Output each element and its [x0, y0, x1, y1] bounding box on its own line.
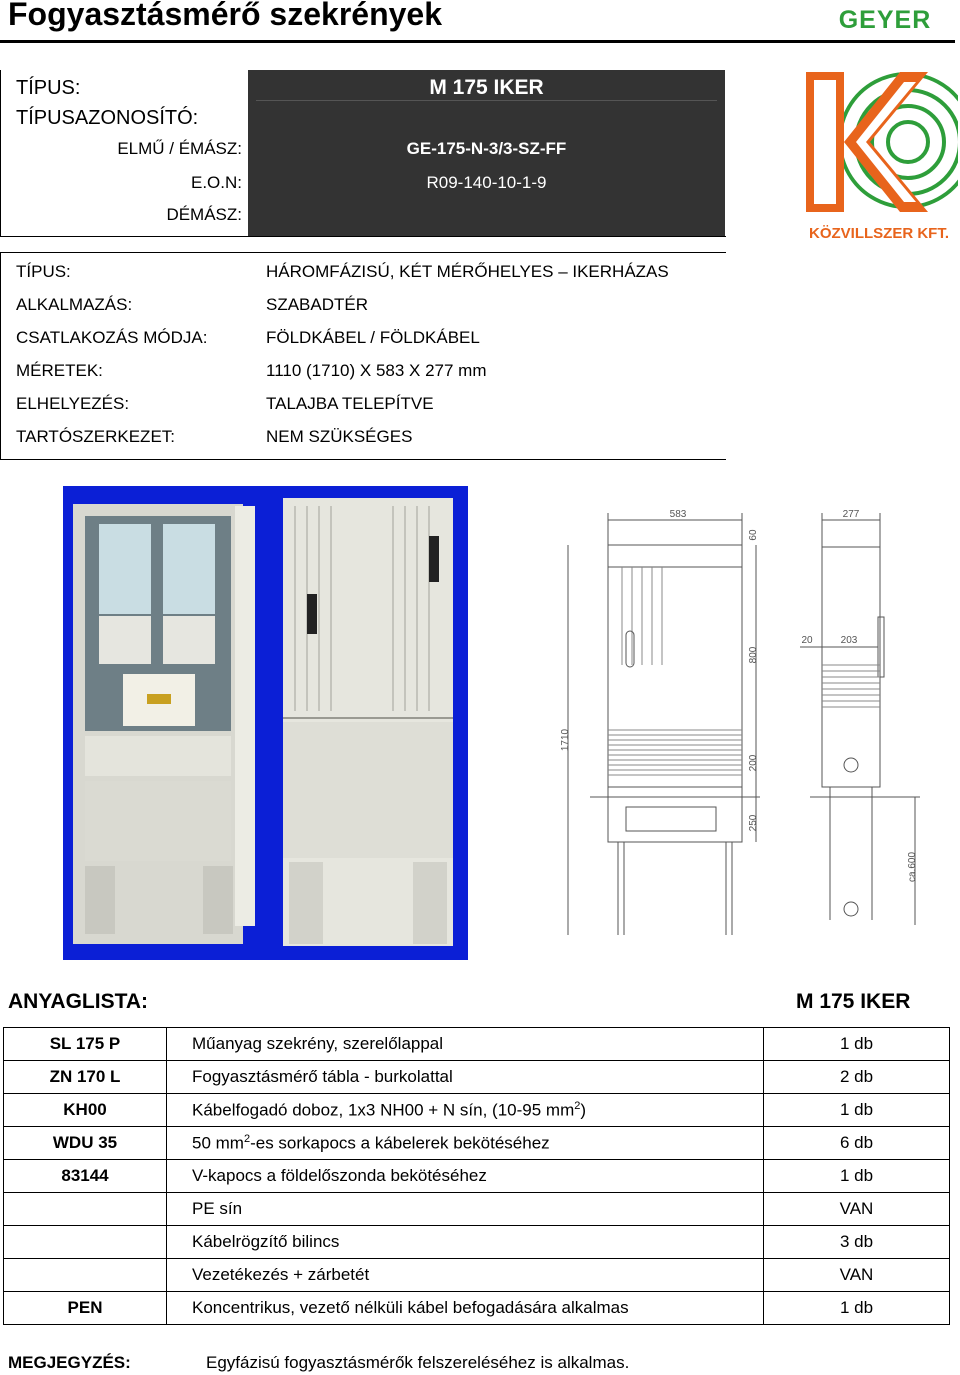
superscript: 2	[574, 1099, 581, 1112]
dim-width: 583	[669, 509, 687, 520]
table-row	[4, 1028, 950, 1061]
description-text: Kábelfogadó doboz, 1x3 NH00 + N sín, (10-95 mm	[192, 1100, 575, 1120]
description-tail: )	[580, 1100, 587, 1120]
item-description: Kábelrögzítő bilincs	[167, 1226, 764, 1259]
property-value: HÁROMFÁZISÚ, KÉT MÉRŐHELYES – IKERHÁZAS	[266, 262, 669, 281]
divider	[256, 100, 717, 101]
geyer-logo	[823, 6, 948, 32]
materials-model: M 175 IKER	[796, 990, 911, 1013]
cabinet-photo	[63, 486, 468, 960]
property-label: ALKALMAZÁS:	[16, 295, 133, 314]
item-description	[167, 1094, 764, 1127]
dim-lower: 200	[748, 754, 759, 772]
table-row	[4, 1061, 950, 1094]
note-label: MEGJEGYZÉS:	[8, 1353, 131, 1372]
table-row	[4, 1193, 950, 1226]
type-label: TÍPUS:	[16, 77, 81, 99]
elmu-label: ELMŰ / ÉMÁSZ:	[117, 139, 242, 158]
description-tail: -es sorkapocs a kábelerek bekötéséhez	[250, 1133, 550, 1153]
company-name: KÖZVILLSZER KFT.	[809, 225, 949, 242]
property-value: 1110 (1710) X 583 X 277 mm	[266, 361, 487, 380]
item-quantity: 1 db	[764, 1160, 950, 1193]
dim-base: 250	[748, 814, 759, 832]
dim-offset: 20	[801, 635, 813, 646]
dim-depth: 277	[842, 509, 860, 520]
item-code: WDU 35	[4, 1127, 167, 1160]
kozvillszer-logo	[800, 66, 958, 244]
item-quantity: 2 db	[764, 1061, 950, 1094]
item-quantity: VAN	[764, 1193, 950, 1226]
superscript: 2	[243, 1132, 251, 1145]
item-description: Fogyasztásmérő tábla - burkolattal	[167, 1061, 764, 1094]
property-value: FÖLDKÁBEL / FÖLDKÁBEL	[266, 328, 480, 347]
property-label: CSATLAKOZÁS MÓDJA:	[16, 328, 208, 347]
item-code: PEN	[4, 1292, 167, 1325]
table-row	[4, 1127, 950, 1160]
item-code: ZN 170 L	[4, 1061, 167, 1094]
item-description: Műanyag szekrény, szerelőlappal	[167, 1028, 764, 1061]
item-quantity: 1 db	[764, 1028, 950, 1061]
item-code: SL 175 P	[4, 1028, 167, 1061]
dim-upper: 800	[748, 646, 759, 664]
property-label: TÍPUS:	[16, 262, 71, 281]
geyer-logo-text: GEYER	[838, 6, 932, 32]
demasz-label: DÉMÁSZ:	[166, 205, 242, 224]
property-label: ELHELYEZÉS:	[16, 394, 130, 413]
property-value: NEM SZÜKSÉGES	[266, 427, 413, 446]
materials-table	[3, 1027, 950, 1325]
materials-heading: ANYAGLISTA:	[8, 990, 149, 1013]
elmu-value: GE-175-N-3/3-SZ-FF	[406, 139, 567, 158]
item-quantity: 6 db	[764, 1127, 950, 1160]
table-row	[4, 1292, 950, 1325]
technical-drawing	[560, 505, 955, 940]
table-row	[4, 1094, 950, 1127]
item-description: PE sín	[167, 1193, 764, 1226]
property-label: MÉRETEK:	[16, 361, 103, 380]
item-description: Koncentrikus, vezető nélküli kábel befogadására alkalmas	[167, 1292, 764, 1325]
dim-total-height: 1710	[560, 728, 571, 752]
eon-value: R09-140-10-1-9	[426, 173, 547, 192]
table-row	[4, 1259, 950, 1292]
dim-roof: 60	[748, 529, 759, 541]
page-title: Fogyasztásmérő szekrények	[8, 0, 442, 32]
property-value: SZABADTÉR	[266, 295, 369, 314]
item-code: KH00	[4, 1094, 167, 1127]
item-description	[167, 1127, 764, 1160]
type-value: M 175 IKER	[429, 76, 544, 99]
item-quantity: 1 db	[764, 1094, 950, 1127]
item-code	[4, 1193, 167, 1226]
item-quantity: 3 db	[764, 1226, 950, 1259]
type-id-label: TÍPUSAZONOSÍTÓ:	[16, 107, 199, 129]
description-text: 50 mm	[192, 1133, 244, 1153]
item-code	[4, 1259, 167, 1292]
title-underline	[0, 40, 955, 43]
eon-label: E.O.N:	[190, 173, 242, 192]
table-row	[4, 1160, 950, 1193]
dim-inner-depth: 203	[840, 635, 858, 646]
item-quantity: 1 db	[764, 1292, 950, 1325]
note-text: Egyfázisú fogyasztásmérők felszereléséhez is alkalmas.	[206, 1353, 630, 1372]
dim-depth-ground: ca.600	[907, 851, 918, 883]
property-label: TARTÓSZERKEZET:	[16, 427, 176, 446]
item-code: 83144	[4, 1160, 167, 1193]
property-value: TALAJBA TELEPÍTVE	[266, 394, 434, 413]
table-row	[4, 1226, 950, 1259]
item-description: Vezetékezés + zárbetét	[167, 1259, 764, 1292]
item-description: V-kapocs a földelőszonda bekötéséhez	[167, 1160, 764, 1193]
item-code	[4, 1226, 167, 1259]
type-values-panel	[248, 70, 725, 236]
item-quantity: VAN	[764, 1259, 950, 1292]
